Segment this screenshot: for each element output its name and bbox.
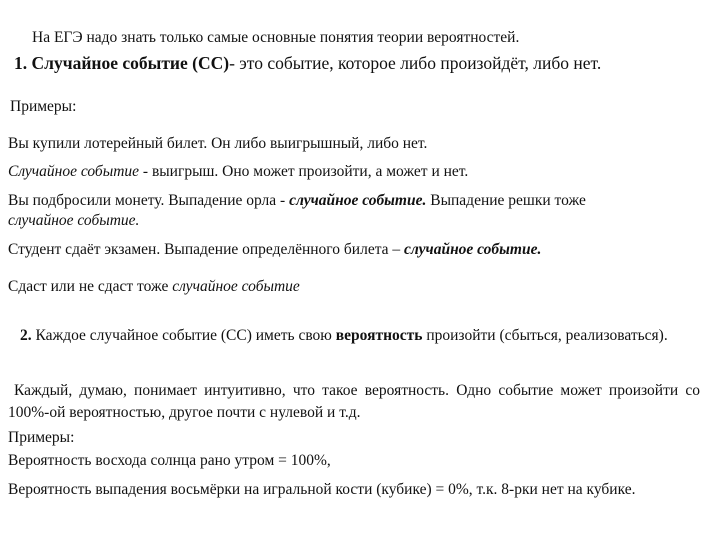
definition-1-text: - это событие, которое либо произойдёт, либо нет. (229, 53, 602, 73)
example-sunrise: Вероятность восхода солнца рано утром = 100%, (8, 452, 331, 469)
example-coin-term-2: случайное событие. (8, 212, 140, 229)
example-lottery: Вы купили лотерейный билет. Он либо выигрышный, либо нет. (8, 135, 428, 152)
example-dice: Вероятность выпадения восьмёрки на игральной кости (кубике) = 0%, т.к. 8-рки нет на кубике. (8, 481, 636, 498)
example-pass-text: Сдаст или не сдаст тоже (8, 278, 173, 295)
example-coin-c: Выпадение решки тоже (426, 192, 586, 209)
example-exam (8, 240, 541, 259)
examples-label-2: Примеры: (8, 429, 75, 446)
definition-2-number: 2. (20, 327, 32, 344)
definition-2 (8, 325, 708, 347)
example-pass (8, 277, 300, 296)
examples-label: Примеры: (10, 98, 77, 115)
paragraph-intuition: Каждый, думаю, понимает интуитивно, что такое вероятность. Одно событие может произойти со 100%-ой вероятностью, другое почти с нулевой и т.д. (8, 382, 700, 421)
example-win-term: Случайное событие (8, 163, 140, 180)
definition-2-term: вероятность (335, 327, 423, 344)
example-win-text: - выигрыш. Оно может произойти, а может и нет. (139, 163, 469, 180)
example-win (8, 162, 468, 181)
example-exam-text: Студент сдаёт экзамен. Выпадение определённого билета – (8, 241, 405, 258)
definition-2-text-c: произойти (сбыться, реализоваться). (422, 327, 668, 344)
definition-2-text-a: Каждое случайное событие (СС) иметь свою (35, 327, 336, 344)
definition-1-term: Случайное событие (СС) (31, 53, 230, 73)
example-exam-term: случайное событие. (404, 241, 542, 258)
example-coin-a: Вы подбросили монету. Выпадение орла - (8, 192, 290, 209)
intro-text: На ЕГЭ надо знать только самые основные понятия теории вероятностей. (32, 29, 520, 46)
example-pass-term: случайное событие (172, 278, 300, 295)
definition-1 (14, 54, 601, 73)
example-coin-line2 (8, 211, 139, 230)
example-coin-term: случайное событие. (289, 192, 427, 209)
example-coin-line1 (8, 191, 586, 210)
definition-1-number: 1. (14, 53, 28, 73)
